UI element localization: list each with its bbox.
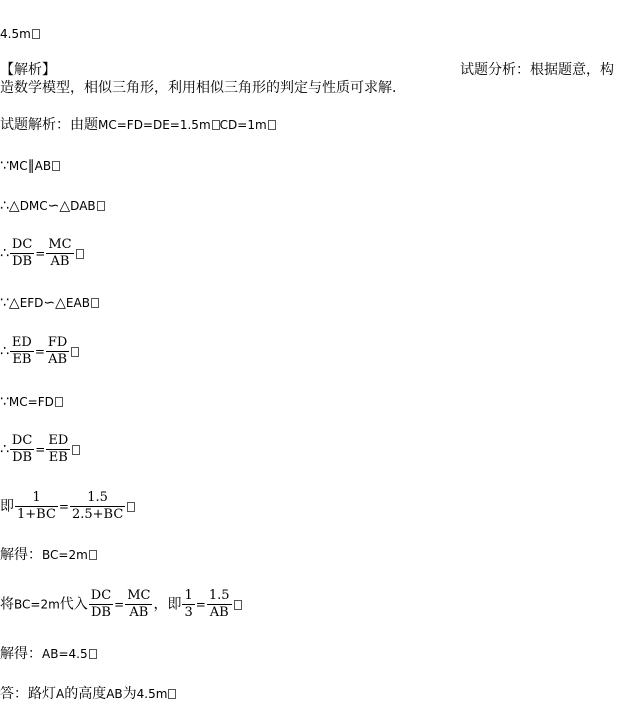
triangle-dmc: DMC (19, 199, 48, 213)
fraction-ed-eb (46, 433, 70, 466)
answer-value: 4.5m (0, 27, 31, 41)
denominator: AB (48, 352, 68, 367)
placeholder-glyph (71, 347, 79, 357)
equals-sign: = (195, 597, 206, 612)
segment-mc: MC (8, 159, 28, 173)
segment-ab: AB (34, 159, 52, 173)
fraction-1-over-3 (182, 588, 194, 621)
fraction-dc-db (89, 588, 113, 621)
final-value: 4.5m (136, 687, 168, 701)
fraction-ed-eb (10, 335, 34, 368)
bc-value: BC=2m (42, 548, 88, 562)
numerator: DC (90, 588, 112, 603)
solve-label: 解得： (0, 646, 42, 662)
therefore-symbol: ∴ (0, 343, 9, 360)
namely-label: 即 (0, 498, 14, 515)
solution-intro (0, 116, 276, 134)
numerator: 1.5 (70, 490, 125, 507)
step-equal (0, 393, 63, 411)
placeholder-glyph (32, 29, 40, 39)
numerator: 1 (184, 588, 193, 603)
numerator: 1 (15, 490, 58, 507)
triangle-dab: DAB (70, 199, 96, 213)
analysis-heading (0, 61, 56, 79)
fraction-mc-ab (125, 588, 152, 621)
given-values: MC=FD=DE=1.5m (98, 118, 211, 132)
step-equation (0, 490, 135, 523)
placeholder-glyph (168, 689, 176, 699)
answer-prefix: 答：路灯 (0, 686, 56, 702)
equals-sign: = (114, 597, 125, 612)
placeholder-glyph (52, 161, 60, 171)
triangle-eab: EAB (65, 296, 90, 310)
because-symbol: ∵ (0, 394, 9, 410)
segment-ab: AB (106, 687, 123, 701)
denominator: AB (129, 605, 149, 620)
step-parallel (0, 157, 60, 175)
parallel-symbol: ∥ (27, 158, 35, 174)
numerator: 1.5 (208, 588, 230, 603)
numerator: FD (47, 335, 68, 350)
substitute-label: 将 (0, 596, 14, 613)
equals-sign: = (35, 246, 46, 261)
equals-sign: = (34, 344, 45, 359)
analysis-intro: 试题分析：根据题意，构 (460, 62, 614, 78)
substitute-into-label: 代入 (59, 596, 88, 613)
analysis-label: 【解析】 (0, 62, 56, 78)
step-solve-ab (0, 645, 97, 663)
numerator: MC (127, 588, 151, 603)
given-cd: CD=1m (219, 118, 267, 132)
solve-label: 解得： (0, 547, 42, 563)
denominator: 3 (184, 605, 193, 620)
placeholder-glyph (89, 550, 97, 560)
equals-sign: = (35, 442, 46, 457)
answer-header (0, 25, 40, 43)
because-triangle: ∵△ (0, 295, 20, 311)
fraction-1-5-over-ab (207, 588, 232, 621)
placeholder-glyph (268, 120, 276, 130)
placeholder-glyph (89, 649, 97, 659)
mc-equals-fd: MC=FD (8, 395, 54, 409)
therefore-symbol: ∴ (0, 245, 9, 262)
step-ratio-2 (0, 335, 79, 368)
analysis-text (0, 79, 396, 97)
step-ratio-1 (0, 237, 84, 270)
similar-symbol: ∽△ (43, 295, 66, 311)
denominator: EB (12, 352, 32, 367)
therefore-symbol: ∴ (0, 441, 9, 458)
fraction-dc-db (10, 237, 34, 270)
therefore-triangle: ∴△ (0, 198, 20, 214)
denominator: 2.5+BC (71, 507, 124, 522)
placeholder-glyph (55, 397, 63, 407)
final-answer (0, 685, 176, 703)
denominator: DB (90, 605, 111, 620)
step-similar-1 (0, 197, 105, 215)
fraction-1-over-1-plus-bc (15, 490, 58, 523)
denominator: DB (12, 450, 33, 465)
placeholder-glyph (91, 298, 99, 308)
numerator: ED (11, 335, 32, 350)
because-symbol: ∵ (0, 158, 9, 174)
numerator: DC (11, 237, 33, 252)
denominator: 1+BC (17, 507, 56, 522)
solution-label: 试题解析：由题 (0, 117, 98, 133)
denominator: AB (50, 254, 70, 269)
fraction-dc-db (10, 433, 34, 466)
analysis-text-content: 造数学模型，相似三角形，利用相似三角形的判定与性质可求解. (0, 80, 397, 96)
fraction-mc-ab (46, 237, 73, 270)
equals-sign: = (58, 499, 69, 514)
fraction-fd-ab (46, 335, 69, 368)
placeholder-glyph (76, 249, 84, 259)
step-substitute (0, 588, 242, 621)
height-label: 的高度 (64, 686, 107, 702)
numerator: DC (11, 433, 33, 448)
numerator: MC (48, 237, 72, 252)
placeholder-glyph (127, 502, 135, 512)
step-ratio-3 (0, 433, 80, 466)
placeholder-glyph (97, 201, 105, 211)
placeholder-glyph (234, 600, 242, 610)
placeholder-glyph (212, 120, 220, 130)
numerator: ED (48, 433, 69, 448)
ab-value: AB=4.5 (42, 647, 88, 661)
placeholder-glyph (72, 445, 80, 455)
triangle-efd: EFD (19, 296, 44, 310)
namely-label: ，即 (153, 596, 182, 613)
step-solve-bc (0, 546, 97, 564)
denominator: AB (209, 605, 229, 620)
step-similar-2 (0, 294, 99, 312)
point-a: A (56, 687, 65, 701)
is-label: 为 (122, 686, 137, 702)
denominator: DB (12, 254, 33, 269)
similar-symbol: ∽△ (47, 198, 71, 214)
bc-value: BC=2m (14, 597, 60, 612)
denominator: EB (48, 450, 68, 465)
fraction-1-5-over-2-5-plus-bc (70, 490, 125, 523)
